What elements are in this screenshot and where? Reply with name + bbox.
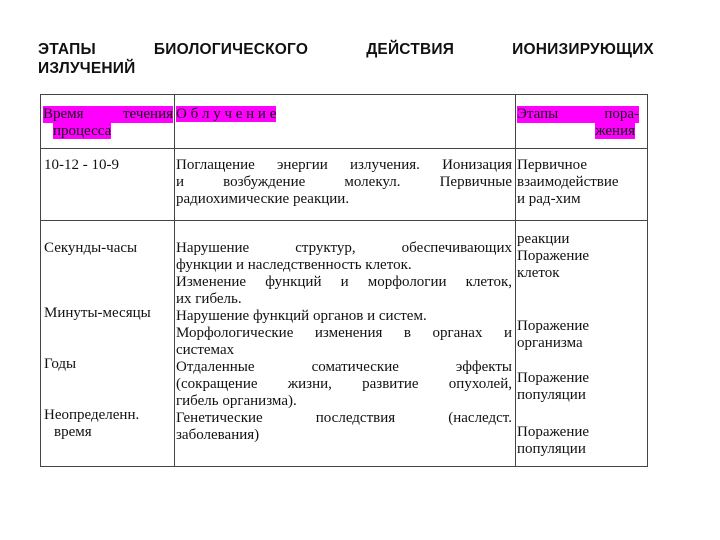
row1-desc-line: радиохимические реакции.	[176, 191, 350, 207]
row2-desc-line: Нарушение функций органов и систем.	[176, 308, 427, 324]
row2-desc-line: Отдаленные соматические эффекты	[176, 359, 512, 375]
row2-stage-line: Поражение	[517, 424, 590, 440]
row2-stage-cells	[517, 231, 645, 282]
row2-desc-line: гибель организма).	[176, 393, 297, 409]
title-word-1: ЭТАПЫ	[38, 41, 96, 58]
row2-description	[176, 240, 512, 444]
row2-time-undetermined: Неопределенн.	[44, 407, 140, 423]
header-time-word-1: Время	[43, 106, 84, 122]
title-word-2: БИОЛОГИЧЕСКОГО	[153, 41, 309, 58]
header-stage-word-2: пора-	[604, 106, 639, 122]
row2-stage-line: Поражение	[517, 248, 590, 264]
row2-stage-line: Поражение	[517, 370, 590, 386]
row2-time-undetermined-cont: время	[54, 424, 92, 440]
row2-desc-line: системах	[176, 342, 235, 358]
row1-stage-line: Первичное	[517, 157, 588, 173]
row2-stage-line: популяции	[517, 441, 586, 457]
row2-stage-line: Поражение	[517, 318, 590, 334]
row1-stage	[517, 157, 645, 208]
column-divider-1	[174, 95, 175, 466]
row2-stage-line: клеток	[517, 265, 560, 281]
row2-desc-line: (сокращение жизни, развитие опухолей,	[176, 376, 512, 392]
row1-desc-line: и возбуждение молекул. Первичные	[176, 174, 512, 190]
row-divider-1	[41, 220, 647, 221]
row1-description	[176, 157, 512, 208]
title-word-4: ИОНИЗИРУЮЩИХ	[512, 41, 654, 58]
row2-stage-line: организма	[517, 335, 583, 351]
row2-time-years: Годы	[44, 356, 77, 372]
header-time-line2: процесса	[53, 123, 112, 139]
title-line-1	[38, 40, 654, 59]
row2-desc-line: Изменение функций и морфологии клеток,	[176, 274, 512, 290]
document-title	[38, 40, 654, 78]
header-time-line1	[43, 106, 173, 123]
title-line-2: ИЗЛУЧЕНИЙ	[38, 60, 136, 77]
stages-table	[40, 94, 648, 467]
header-time-word-2: течения	[123, 106, 173, 122]
header-time-line2-wrap	[53, 123, 174, 140]
row1-time: 10-12 - 10-9	[44, 157, 119, 173]
row2-desc-line: Генетические последствия (наследст.	[176, 410, 512, 426]
header-stage-word-1: Этапы	[517, 106, 559, 122]
header-stage-line2: жения	[595, 123, 635, 139]
header-time-cell	[41, 106, 174, 140]
column-divider-2	[515, 95, 516, 466]
row1-desc-line: Поглащение энергии излучения. Ионизация	[176, 157, 512, 173]
header-process-cell	[176, 106, 276, 123]
title-word-3: ДЕЙСТВИЯ	[366, 41, 455, 58]
row2-desc-line: функции и наследственность клеток.	[176, 257, 412, 273]
header-process: О б л у ч е н и е	[176, 106, 277, 122]
row2-time-minutes-months: Минуты-месяцы	[44, 305, 151, 321]
header-stage-cell	[517, 106, 639, 140]
row2-stage-line: реакции	[517, 231, 570, 247]
row2-stage-population-1	[517, 370, 645, 404]
row1-stage-line: и рад-хим	[517, 191, 581, 207]
row2-stage-line: популяции	[517, 387, 586, 403]
row2-desc-line: заболевания)	[176, 427, 260, 443]
row1-stage-line: взаимодействие	[517, 174, 619, 190]
row2-desc-line: их гибель.	[176, 291, 242, 307]
row2-stage-population-2	[517, 424, 645, 458]
row2-desc-line: Морфологические изменения в органах и	[176, 325, 512, 341]
row2-time-seconds-hours: Секунды-часы	[44, 240, 138, 256]
row2-stage-organism	[517, 318, 645, 352]
header-stage-line2-wrap	[517, 123, 639, 140]
header-stage-line1	[517, 106, 639, 123]
row-divider-header	[41, 148, 647, 149]
row2-desc-line: Нарушение структур, обеспечивающих	[176, 240, 512, 256]
